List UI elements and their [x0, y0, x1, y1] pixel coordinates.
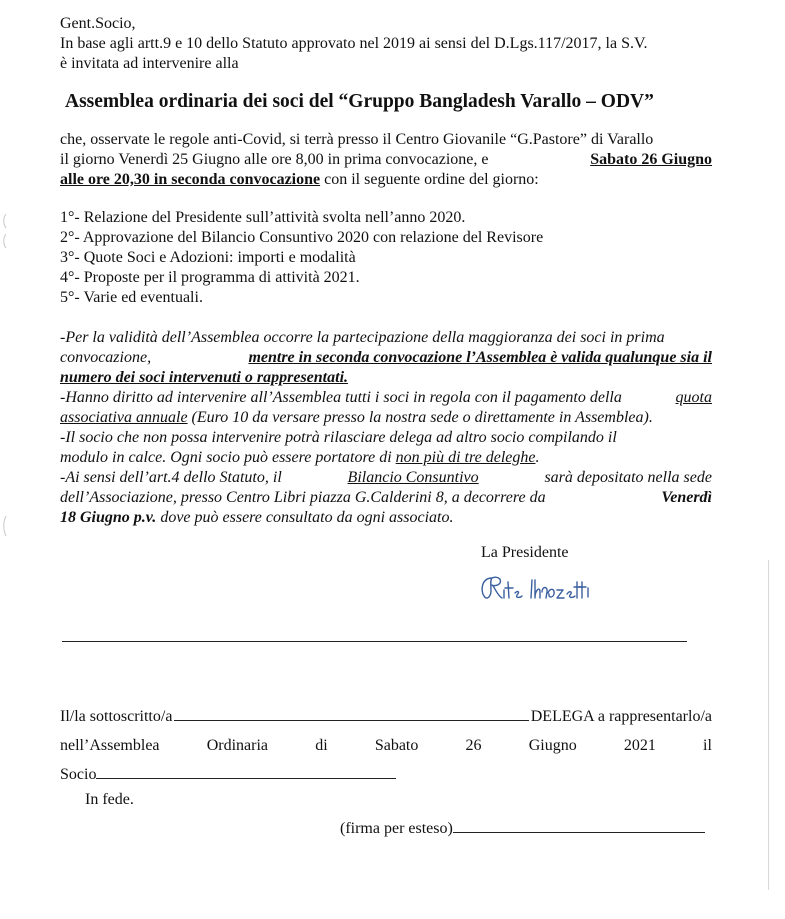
- note-proxy-1: -Il socio che non possa intervenire potrà rilasciare delega ad altro socio compilando il: [60, 429, 617, 446]
- president-signature: [476, 568, 596, 608]
- signature-field[interactable]: [453, 818, 705, 833]
- second-convocation-time: alle ore 20,30 in seconda convocazione: [60, 171, 321, 188]
- note-budget-1: -Ai sensi dell’art.4 dello Statuto, il Bilancio Consuntivo sarà depositato nella sede: [60, 469, 712, 486]
- convocation-line-3: alle ore 20,30 in seconda convocazione con il seguente ordine del giorno:: [60, 171, 539, 188]
- delegate-name-field[interactable]: [96, 764, 396, 779]
- note-rights-2: associativa annuale (Euro 10 da versare presso la nostra sede o direttamente in Assemblea).: [60, 409, 653, 426]
- document-title: Assemblea ordinaria dei soci del “Gruppo Bangladesh Varallo – ODV”: [65, 91, 654, 112]
- agenda-item: 1°- Relazione del Presidente sull’attività svolta nell’anno 2020.: [60, 209, 466, 226]
- proxy-form-signature-line: (firma per esteso): [340, 818, 705, 839]
- intro-line-1: In base agli artt.9 e 10 dello Statuto approvato nel 2019 ai sensi del D.Lgs.117/2017, la S.V.: [60, 35, 648, 52]
- scan-edge-line: [768, 560, 769, 890]
- intro-line-2: è invitata ad intervenire alla: [60, 55, 239, 72]
- note-quorum-1: -Per la validità dell’Assemblea occorre la partecipazione della maggioranza dei soci in prima: [60, 329, 665, 346]
- agenda-item: 4°- Proposte per il programma di attività 2021.: [60, 269, 360, 286]
- agenda-item: 2°- Approvazione del Bilancio Consuntivo 2020 con relazione del Revisore: [60, 229, 544, 246]
- proxy-form-line-3: Socio: [60, 764, 396, 785]
- second-convocation-date: Sabato 26 Giugno: [590, 151, 712, 168]
- proxy-form-in-fede: In fede.: [85, 791, 134, 808]
- greeting: Gent.Socio,: [60, 15, 136, 32]
- note-proxy-2: modulo in calce. Ogni socio può essere portatore di non più di tre deleghe.: [60, 449, 540, 466]
- scan-edge-marks: [0, 200, 20, 560]
- note-budget-3: 18 Giugno p.v. dove può essere consultato da ogni associato.: [60, 509, 454, 526]
- delegator-name-field[interactable]: [174, 706, 528, 721]
- proxy-form-line-1: Il/la sottoscritto/a DELEGA a rappresentarlo/a: [60, 708, 712, 725]
- note-budget-2: dell’Associazione, presso Centro Libri piazza G.Calderini 8, a decorrere da Venerdì: [60, 489, 712, 506]
- convocation-line-2: il giorno Venerdì 25 Giugno alle ore 8,00 in prima convocazione, e Sabato 26 Giugno: [60, 151, 712, 168]
- convocation-line-1: che, osservate le regole anti-Covid, si terrà presso il Centro Giovanile “G.Pastore” di Varallo: [60, 131, 654, 148]
- agenda-item: 5°- Varie ed eventuali.: [60, 289, 203, 306]
- proxy-form-line-2: nell’Assemblea Ordinaria di Sabato 26 Giugno 2021 il: [60, 737, 712, 754]
- note-rights-1: -Hanno diritto ad intervenire all’Assemblea tutti i soci in regola con il pagamento della quota: [60, 389, 712, 406]
- note-quorum-2: convocazione, mentre in seconda convocazione l’Assemblea è valida qualunque sia il: [60, 349, 712, 366]
- note-quorum-3: numero dei soci intervenuti o rappresentati.: [60, 369, 349, 386]
- president-title: La Presidente: [481, 544, 569, 561]
- separator-line: [62, 641, 687, 642]
- agenda-item: 3°- Quote Soci e Adozioni: importi e modalità: [60, 249, 356, 266]
